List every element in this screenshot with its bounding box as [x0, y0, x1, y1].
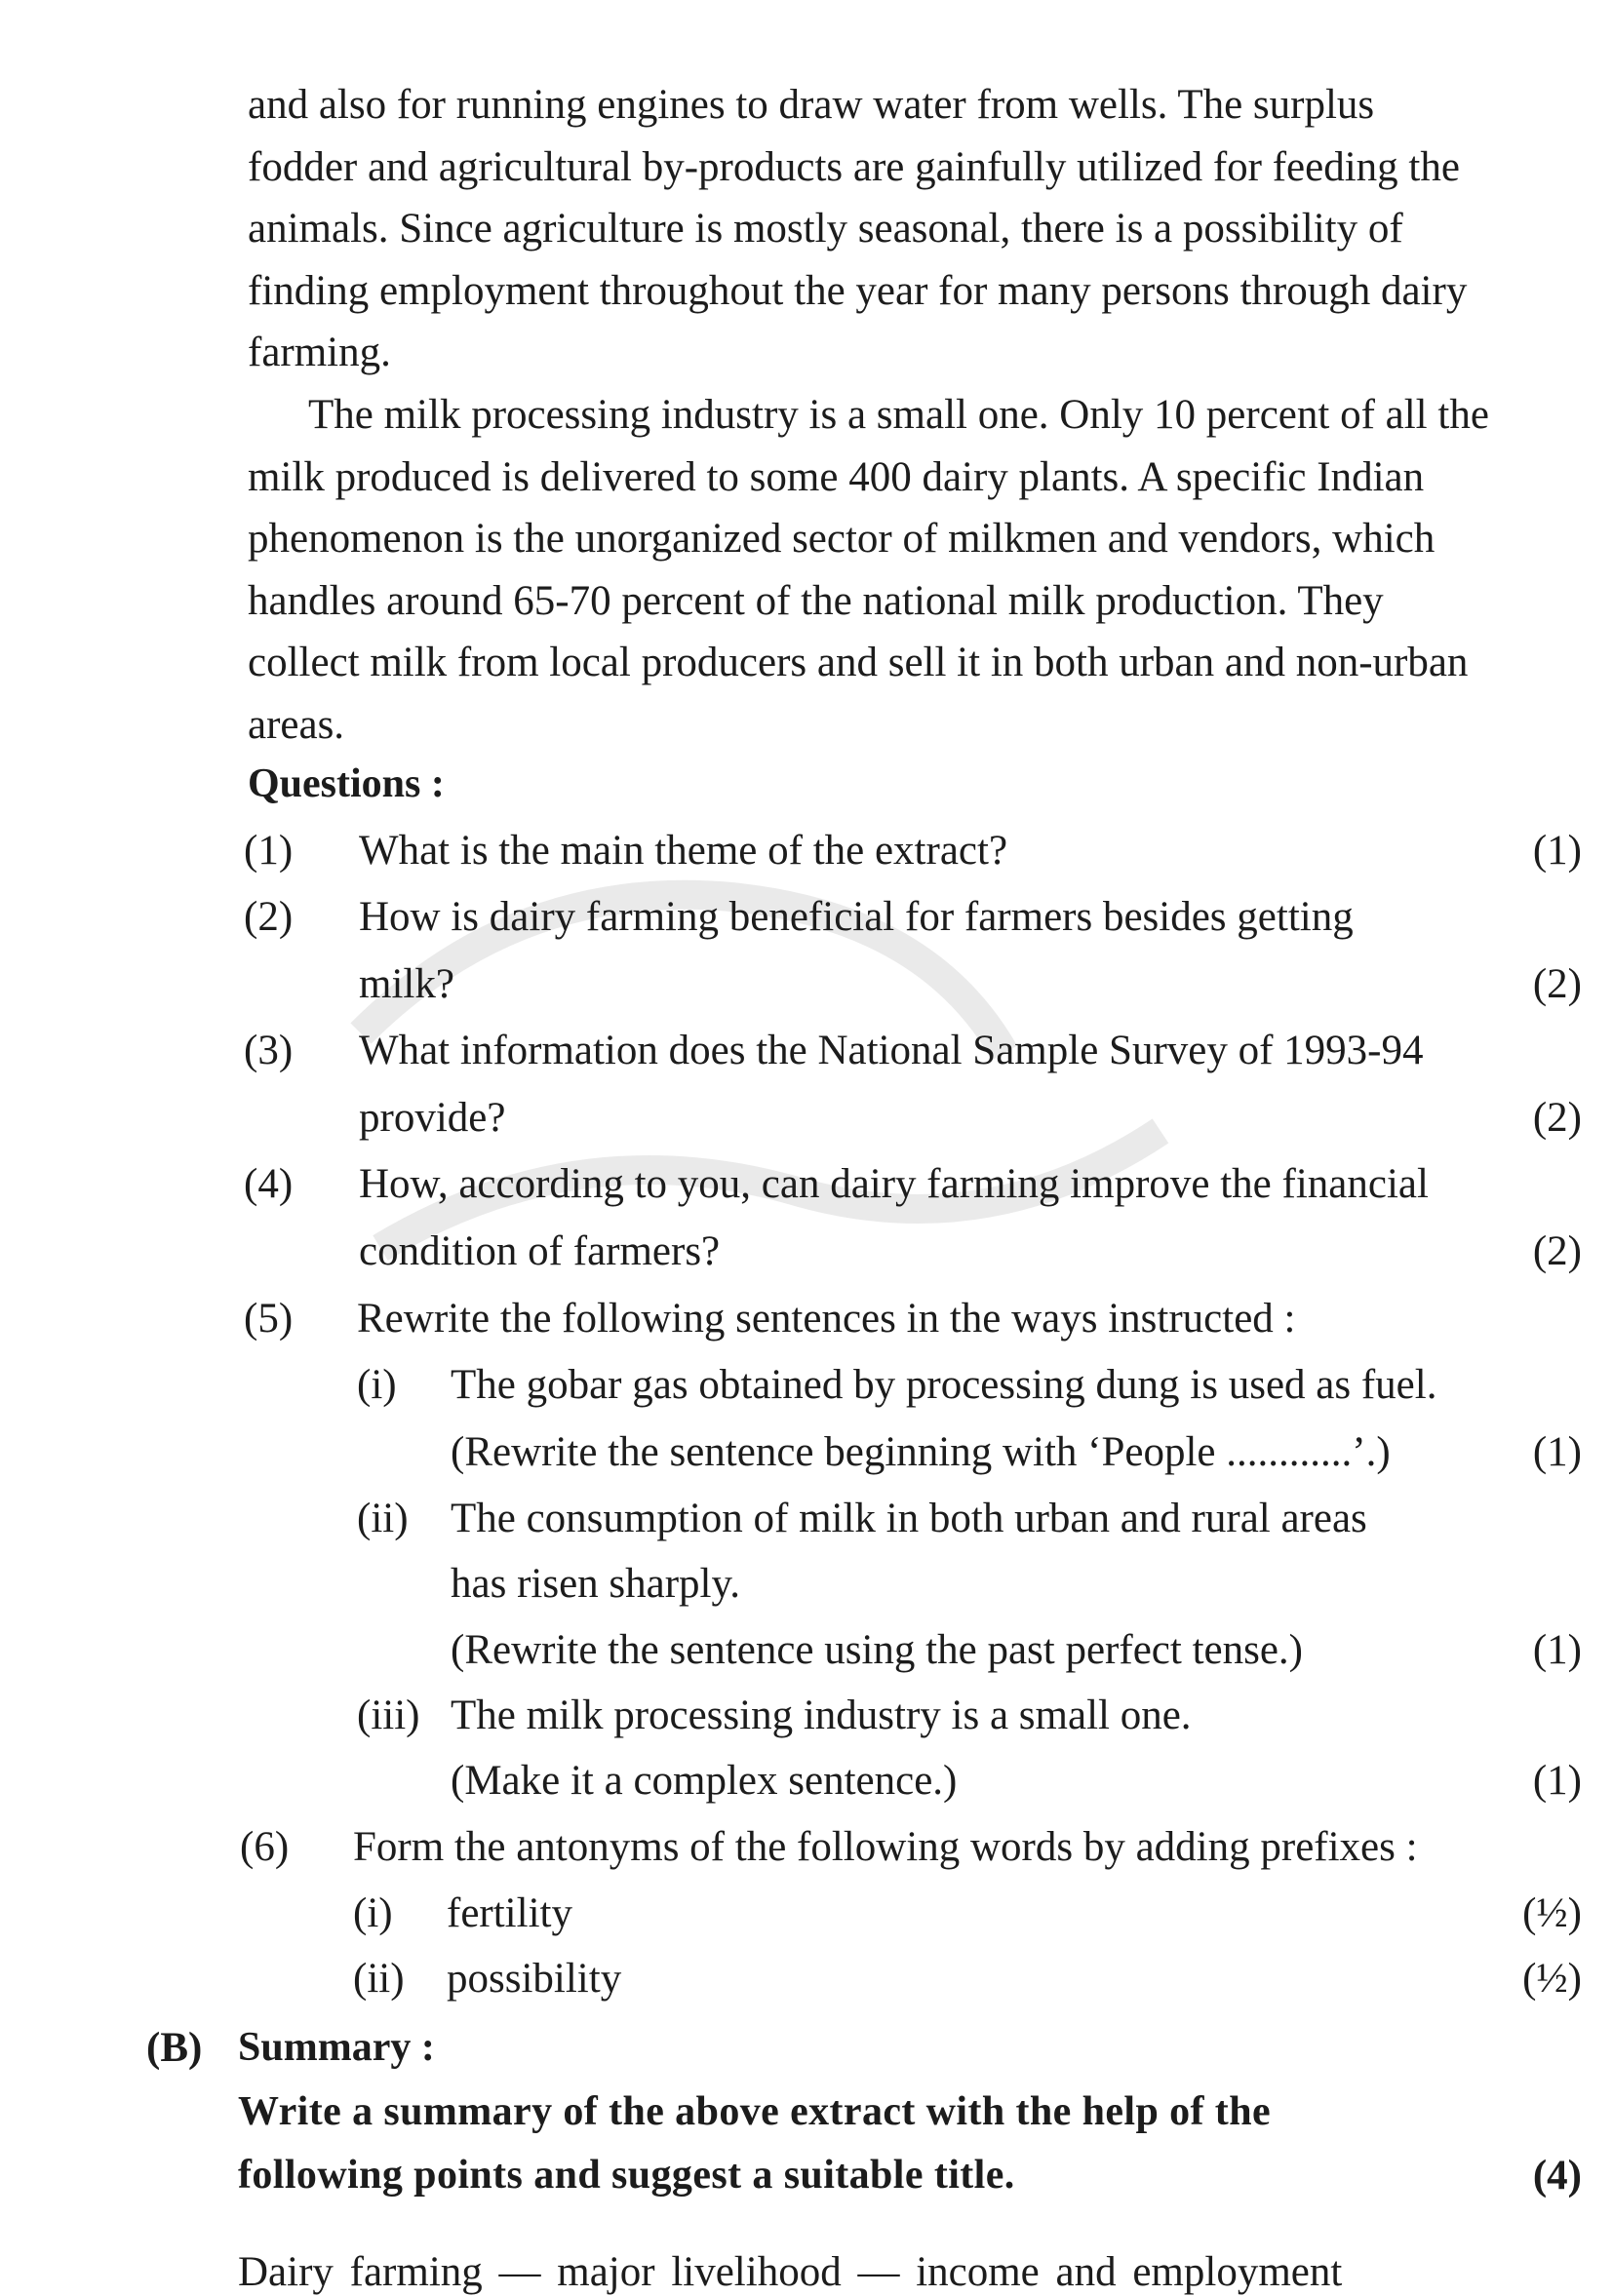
rewrite-item-1-marks: (1) [1532, 1429, 1582, 1475]
question-6-text: Form the antonyms of the following words by adding prefixes : [353, 1824, 1418, 1870]
question-5-text: Rewrite the following sentences in the ways instructed : [357, 1296, 1296, 1342]
question-1-marks: (1) [1532, 828, 1582, 874]
antonym-item-1-marks: (½) [1522, 1890, 1582, 1936]
question-3-text-line-2: provide? [359, 1095, 506, 1141]
question-1-text: What is the main theme of the extract? [359, 828, 1008, 874]
antonym-item-2-marks: (½) [1522, 1956, 1582, 2002]
question-3-marks: (2) [1532, 1095, 1582, 1141]
passage-paragraph-2-text: The milk processing industry is a small one. Only 10 percent of all the milk produced is delivered to some 400 dairy plants. A specific Indian phenomenon is the unorganized sector of milkmen and vendors, which handles around 65-70 percent of the national milk production. They collect milk from local producers and sell it in both urban and non-urban areas. [248, 392, 1489, 748]
rewrite-item-3-number: (iii) [357, 1693, 420, 1738]
antonym-item-2-number: (ii) [353, 1956, 405, 2002]
antonym-item-1-word: fertility [447, 1890, 572, 1936]
passage-paragraph-1: and also for running engines to draw water from wells. The surplus fodder and agricultural by-products are gainfully utilized for feeding the animals. Since agriculture is mostly seasonal, there is a possibility of finding employment throughout the year for many persons through dairy farming. [248, 82, 1468, 375]
question-6-number: (6) [240, 1824, 290, 1870]
rewrite-item-3-marks: (1) [1532, 1758, 1582, 1804]
summary-points: Dairy farming — major livelihood — income and employment [238, 2249, 1343, 2295]
question-4-number: (4) [244, 1161, 294, 1207]
rewrite-item-2-line-2: has risen sharply. [451, 1561, 740, 1607]
rewrite-item-2-line-1: The consumption of milk in both urban and rural areas [451, 1496, 1367, 1541]
question-3-text-line-1: What information does the National Sample Survey of 1993-94 [359, 1028, 1424, 1073]
summary-instruction-line-2: following points and suggest a suitable title. [238, 2153, 1015, 2198]
question-3-number: (3) [244, 1028, 294, 1073]
question-2-number: (2) [244, 894, 294, 940]
rewrite-item-1-line-2: (Rewrite the sentence beginning with ‘People ............’.) [451, 1429, 1391, 1475]
rewrite-item-3-line-2: (Make it a complex sentence.) [451, 1758, 958, 1804]
question-2-text-line-1: How is dairy farming beneficial for farmers besides getting [359, 894, 1354, 940]
question-4-marks: (2) [1532, 1228, 1582, 1274]
question-2-text-line-2: milk? [359, 961, 454, 1007]
antonym-item-2-word: possibility [447, 1956, 622, 2002]
rewrite-item-3-line-1: The milk processing industry is a small one. [451, 1693, 1192, 1738]
question-5-number: (5) [244, 1296, 294, 1342]
summary-heading: Summary : [238, 2025, 435, 2070]
passage-paragraph-2 [248, 384, 1490, 756]
rewrite-item-1-number: (i) [357, 1362, 397, 1408]
question-2-marks: (2) [1532, 961, 1582, 1007]
question-1-number: (1) [244, 828, 294, 874]
question-4-text-line-1: How, according to you, can dairy farming improve the financial [359, 1161, 1429, 1207]
rewrite-item-2-marks: (1) [1532, 1627, 1582, 1673]
rewrite-item-2-number: (ii) [357, 1496, 409, 1541]
questions-heading: Questions : [248, 761, 445, 806]
question-4-text-line-2: condition of farmers? [359, 1228, 721, 1274]
antonym-item-1-number: (i) [353, 1890, 393, 1936]
section-b-label: (B) [146, 2025, 203, 2071]
summary-instruction-line-1: Write a summary of the above extract with the help of the [238, 2089, 1271, 2134]
summary-marks: (4) [1532, 2153, 1582, 2199]
rewrite-item-2-line-3: (Rewrite the sentence using the past perfect tense.) [451, 1627, 1303, 1673]
rewrite-item-1-line-1: The gobar gas obtained by processing dung is used as fuel. [451, 1362, 1437, 1408]
